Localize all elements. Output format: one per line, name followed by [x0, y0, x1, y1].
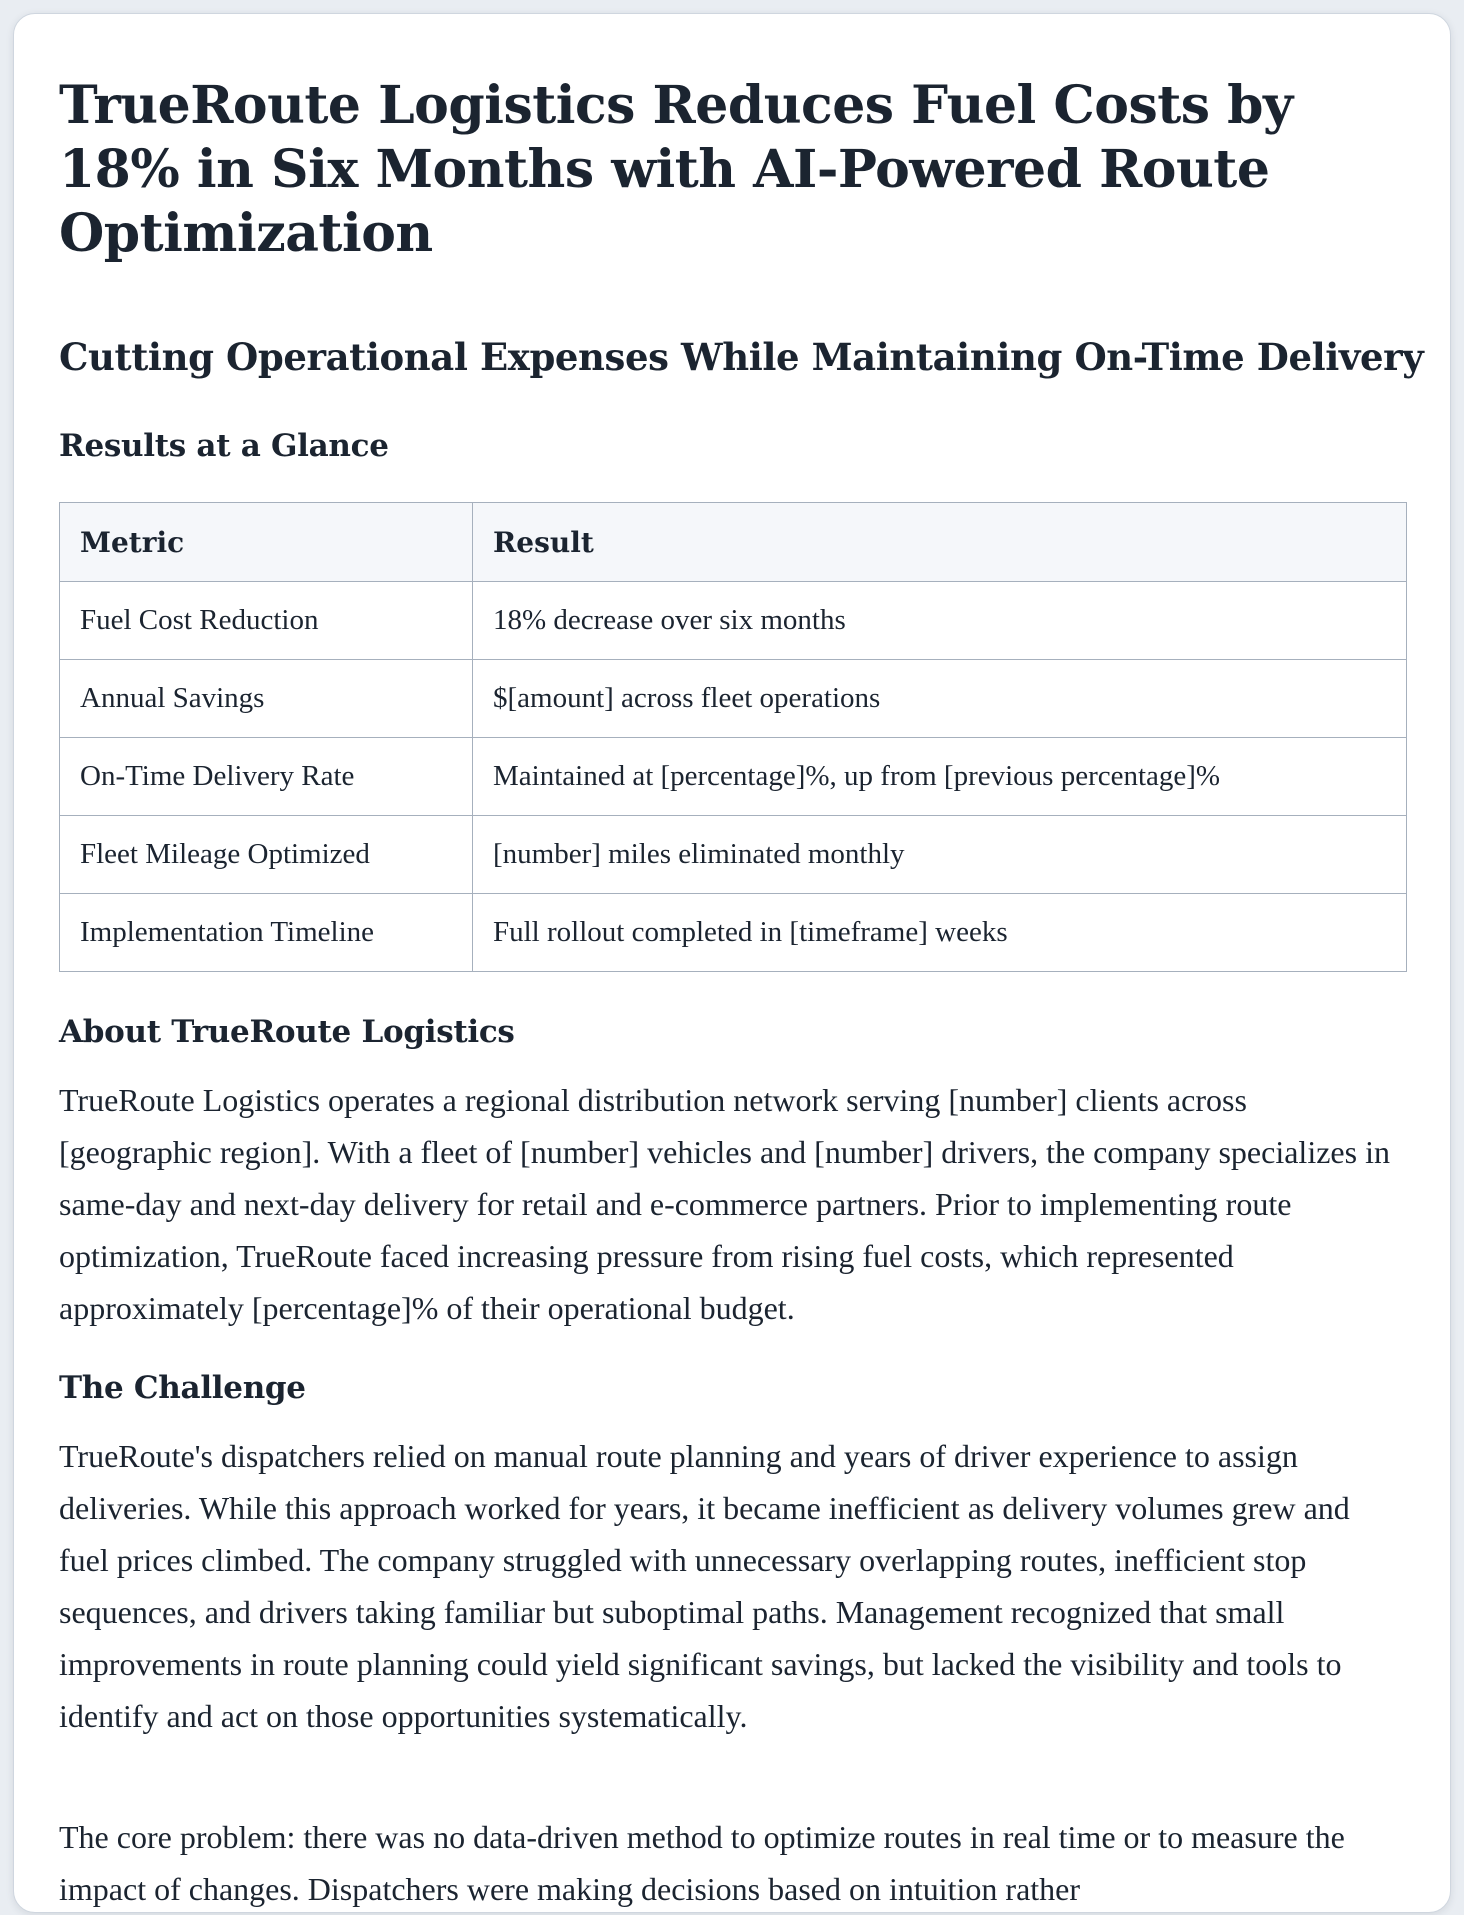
table-row: [60, 894, 1407, 972]
core-problem-paragraph: The core problem: there was no data-driven method to optimize routes in real time or to measure the impact of changes. Dispatchers were making decisions based on intuition rather: [59, 1819, 1345, 1907]
table-cell-metric: Fleet Mileage Optimized: [60, 816, 473, 894]
table-cell-result: Maintained at [percentage]%, up from [previous percentage]%: [473, 738, 1407, 816]
results-heading: Results at a Glance: [59, 428, 389, 464]
table-cell-result: [number] miles eliminated monthly: [473, 816, 1407, 894]
page-title: TrueRoute Logistics Reduces Fuel Costs by 18% in Six Months with AI-Powered Route Optimization: [59, 75, 1293, 264]
about-heading: About TrueRoute Logistics: [59, 1014, 515, 1050]
table-cell-result: Full rollout completed in [timeframe] weeks: [473, 894, 1407, 972]
table-cell-metric: On-Time Delivery Rate: [60, 738, 473, 816]
challenge-heading: The Challenge: [59, 1370, 306, 1406]
table-header-result: Result: [473, 503, 1407, 582]
table-cell-metric: Implementation Timeline: [60, 894, 473, 972]
page-subtitle: Cutting Operational Expenses While Maintaining On-Time Delivery: [59, 335, 1424, 379]
challenge-paragraph: TrueRoute's dispatchers relied on manual route planning and years of driver experience to assign deliveries. While this approach worked for years, it became inefficient as delivery volumes grew and fuel prices climbed. The company struggled with unnecessary overlapping routes, inefficient stop sequences, and drivers taking familiar but suboptimal paths. Management recognized that small improvements in route planning could yield significant savings, but lacked the visibility and tools to identify and act on those opportunities systematically.: [59, 1438, 1350, 1734]
results-table: [59, 502, 1407, 972]
article-card: [13, 13, 1451, 1913]
table-cell-result: $[amount] across fleet operations: [473, 660, 1407, 738]
table-cell-metric: Fuel Cost Reduction: [60, 582, 473, 660]
table-row: [60, 816, 1407, 894]
table-row: [60, 738, 1407, 816]
table-cell-result: 18% decrease over six months: [473, 582, 1407, 660]
table-cell-metric: Annual Savings: [60, 660, 473, 738]
table-header-row: [60, 503, 1407, 582]
table-row: [60, 582, 1407, 660]
table-row: [60, 660, 1407, 738]
table-header-metric: Metric: [60, 503, 473, 582]
about-paragraph: TrueRoute Logistics operates a regional distribution network serving [number] clients across [geographic region]. With a fleet of [number] vehicles and [number] drivers, the company specializes in same-day and next-day delivery for retail and e-commerce partners. Prior to implementing route optimization, TrueRoute faced increasing pressure from rising fuel costs, which represented approximately [percentage]% of their operational budget.: [59, 1082, 1390, 1326]
